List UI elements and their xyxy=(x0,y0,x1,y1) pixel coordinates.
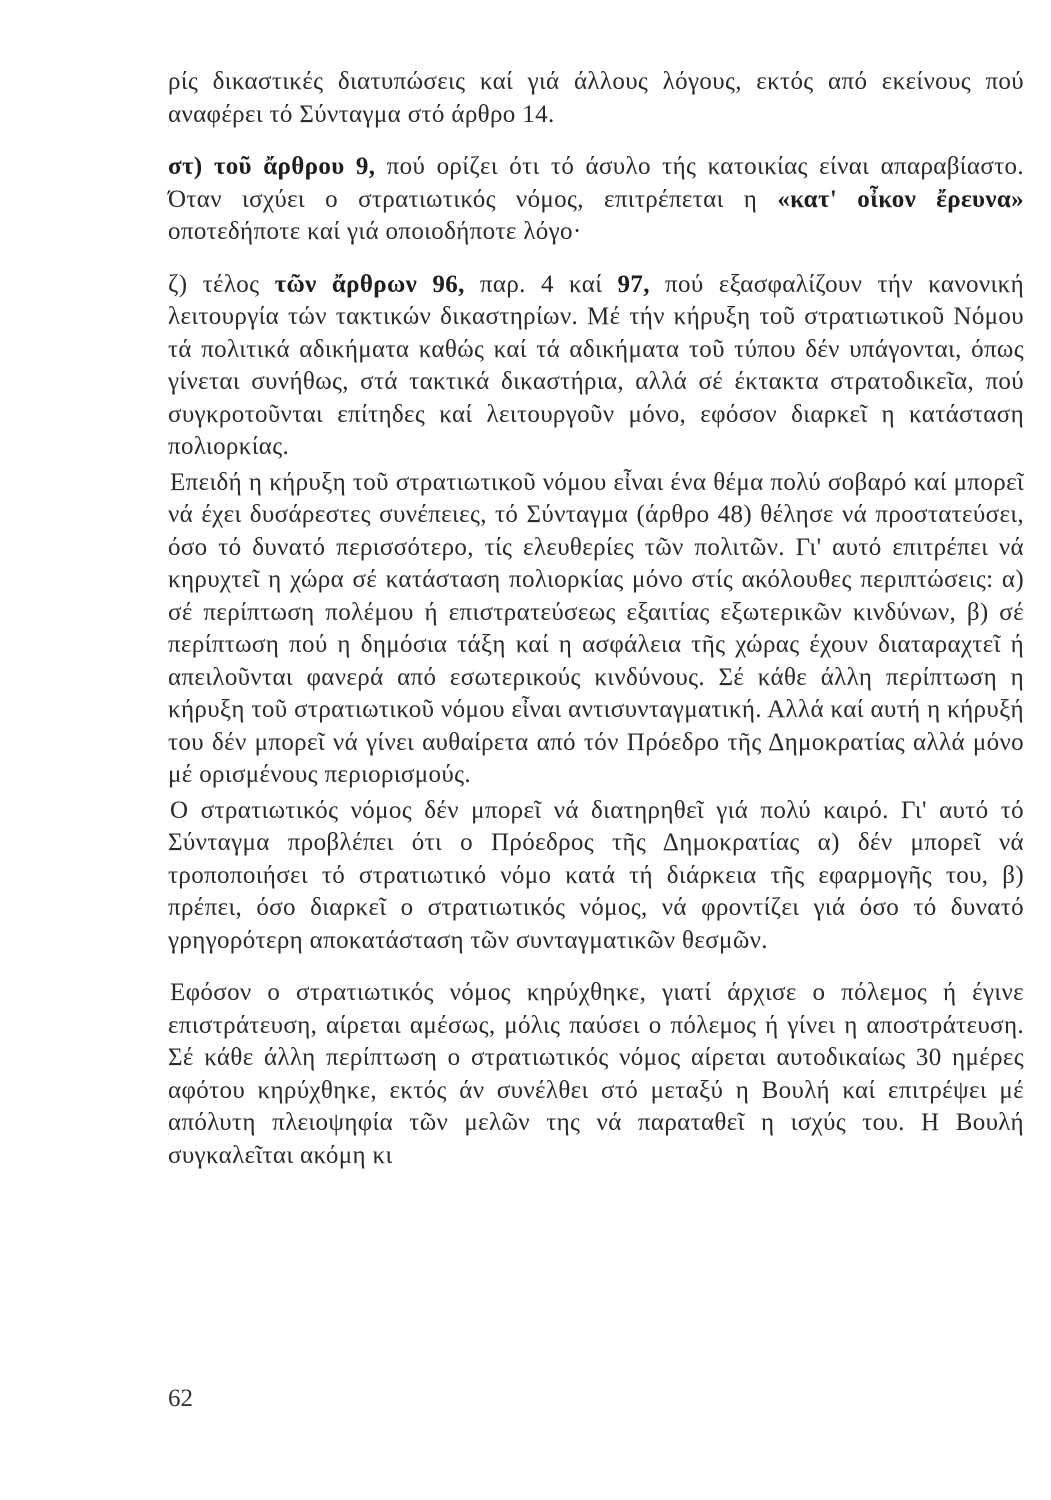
body-text xyxy=(168,66,1024,1175)
paragraph-text: Ο στρατιωτικός νόμος δέν μπορεῖ νά διατηρηθεῖ γιά πολύ καιρό. Γι' αυτό τό Σύνταγμα προβλέπει ότι ο Πρόεδρος τῆς Δημοκρατίας α) δέν μπορεῖ νά τροποποιήσει τό στρατιωτικό νόμο κατά τή διάρκεια τῆς εφαρμογῆς του, β) πρέπει, όσο διαρκεῖ ο στρατιωτικός νόμος, νά φροντίζει γιά όσο τό δυνατό γρηγορότερη αποκατάσταση τῶν συνταγματικῶν θεσμῶν. xyxy=(168,796,1024,954)
article-heading: τῶν ἄρθρων 96, xyxy=(274,270,465,298)
paragraph-1 xyxy=(168,66,1024,131)
emphasized-term: «κατ' οἶκον ἔρευνα» xyxy=(777,185,1024,213)
paragraph-text: πού ορίζει ότι τό άσυλο τής κατοικίας είναι απαραβίαστο. Όταν ισχύει ο στρατιωτικός νόμος, επιτρέπεται η xyxy=(168,153,1024,213)
paragraph-6 xyxy=(168,977,1024,1172)
paragraph-3 xyxy=(168,269,1024,464)
article-heading: στ) τοῦ ἄρθρου 9, xyxy=(168,153,376,180)
paragraph-text: ρίς δικαστικές διατυπώσεις καί γιά άλλους λόγους, εκτός από εκείνους πού αναφέρει τό Σύνταγμα στό άρθρο 14. xyxy=(168,68,1024,128)
page-number: 62 xyxy=(168,1385,193,1412)
paragraph-text: ζ) τέλος xyxy=(168,270,275,298)
article-heading: 97, xyxy=(617,270,650,298)
paragraph-text: οποτεδήποτε καί γιά οποιοδήποτε λόγο· xyxy=(168,218,582,245)
paragraph-text: πού εξασφαλίζουν τήν κανονική λειτουργία τών τακτικών δικαστηρίων. Μέ τήν κήρυξη τοῦ στρατιωτικοῦ Νόμου τά πολιτικά αδικήματα καθώς καί τά αδικήματα τοῦ τύπου δέν υπάγονται, όπως γίνεται συνήθως, στά τακτικά δικαστήρια, αλλά σέ έκτακτα στρατοδικεῖα, πού συγκροτοῦνται επίτηδες καί λειτουργοῦν μόνο, εφόσον διαρκεῖ η κατάσταση πολιορκίας. xyxy=(168,270,1024,460)
paragraph-text: παρ. 4 καί xyxy=(464,270,618,298)
paragraph-5 xyxy=(168,795,1024,958)
paragraph-2 xyxy=(168,151,1024,249)
paragraph-text: Εφόσον ο στρατιωτικός νόμος κηρύχθηκε, γιατί άρχισε ο πόλεμος ή έγινε επιστράτευση, αίρεται αμέσως, μόλις παύσει ο πόλεμος ή γίνει η αποστράτευση. Σέ κάθε άλλη περίπτωση ο στρατιωτικός νόμος αίρεται αυτοδικαίως 30 ημέρες αφότου κηρύχθηκε, εκτός άν συνέλθει στό μεταξύ η Βουλή καί επιτρέψει μέ απόλυτη πλειοψηφία τῶν μελῶν της νά παραταθεῖ η ισχύς του. Η Βουλή συγκαλεῖται ακόμη κι xyxy=(168,979,1024,1169)
paragraph-4 xyxy=(168,467,1024,792)
paragraph-text: Επειδή η κήρυξη τοῦ στρατιωτικοῦ νόμου εἶναι ένα θέμα πολύ σοβαρό καί μπορεῖ νά έχει δυσάρεστες συνέπειες, τό Σύνταγμα (άρθρο 48) θέλησε νά προστατεύσει, όσο τό δυνατό περισσότερο, τίς ελευθερίες τῶν πολιτῶν. Γι' αυτό επιτρέπει νά κηρυχτεῖ η χώρα σέ κατάσταση πολιορκίας μόνο στίς ακόλουθες περιπτώσεις: α) σέ περίπτωση πολέμου ή επιστρατεύσεως εξαιτίας εξωτερικῶν κινδύνων, β) σέ περίπτωση πού η δημόσια τάξη καί η ασφάλεια τῆς χώρας έχουν διαταραχτεῖ ή απειλοῦνται φανερά από εσωτερικούς κινδύνους. Σέ κάθε άλλη περίπτωση η κήρυξη τοῦ στρατιωτικοῦ νόμου εἶναι αντισυνταγματική. Αλλά καί αυτή η κήρυξή του δέν μπορεῖ νά γίνει αυθαίρετα από τόν Πρόεδρο τῆς Δημοκρατίας αλλά μόνο μέ ορισμένους περιορισμούς. xyxy=(168,468,1024,788)
